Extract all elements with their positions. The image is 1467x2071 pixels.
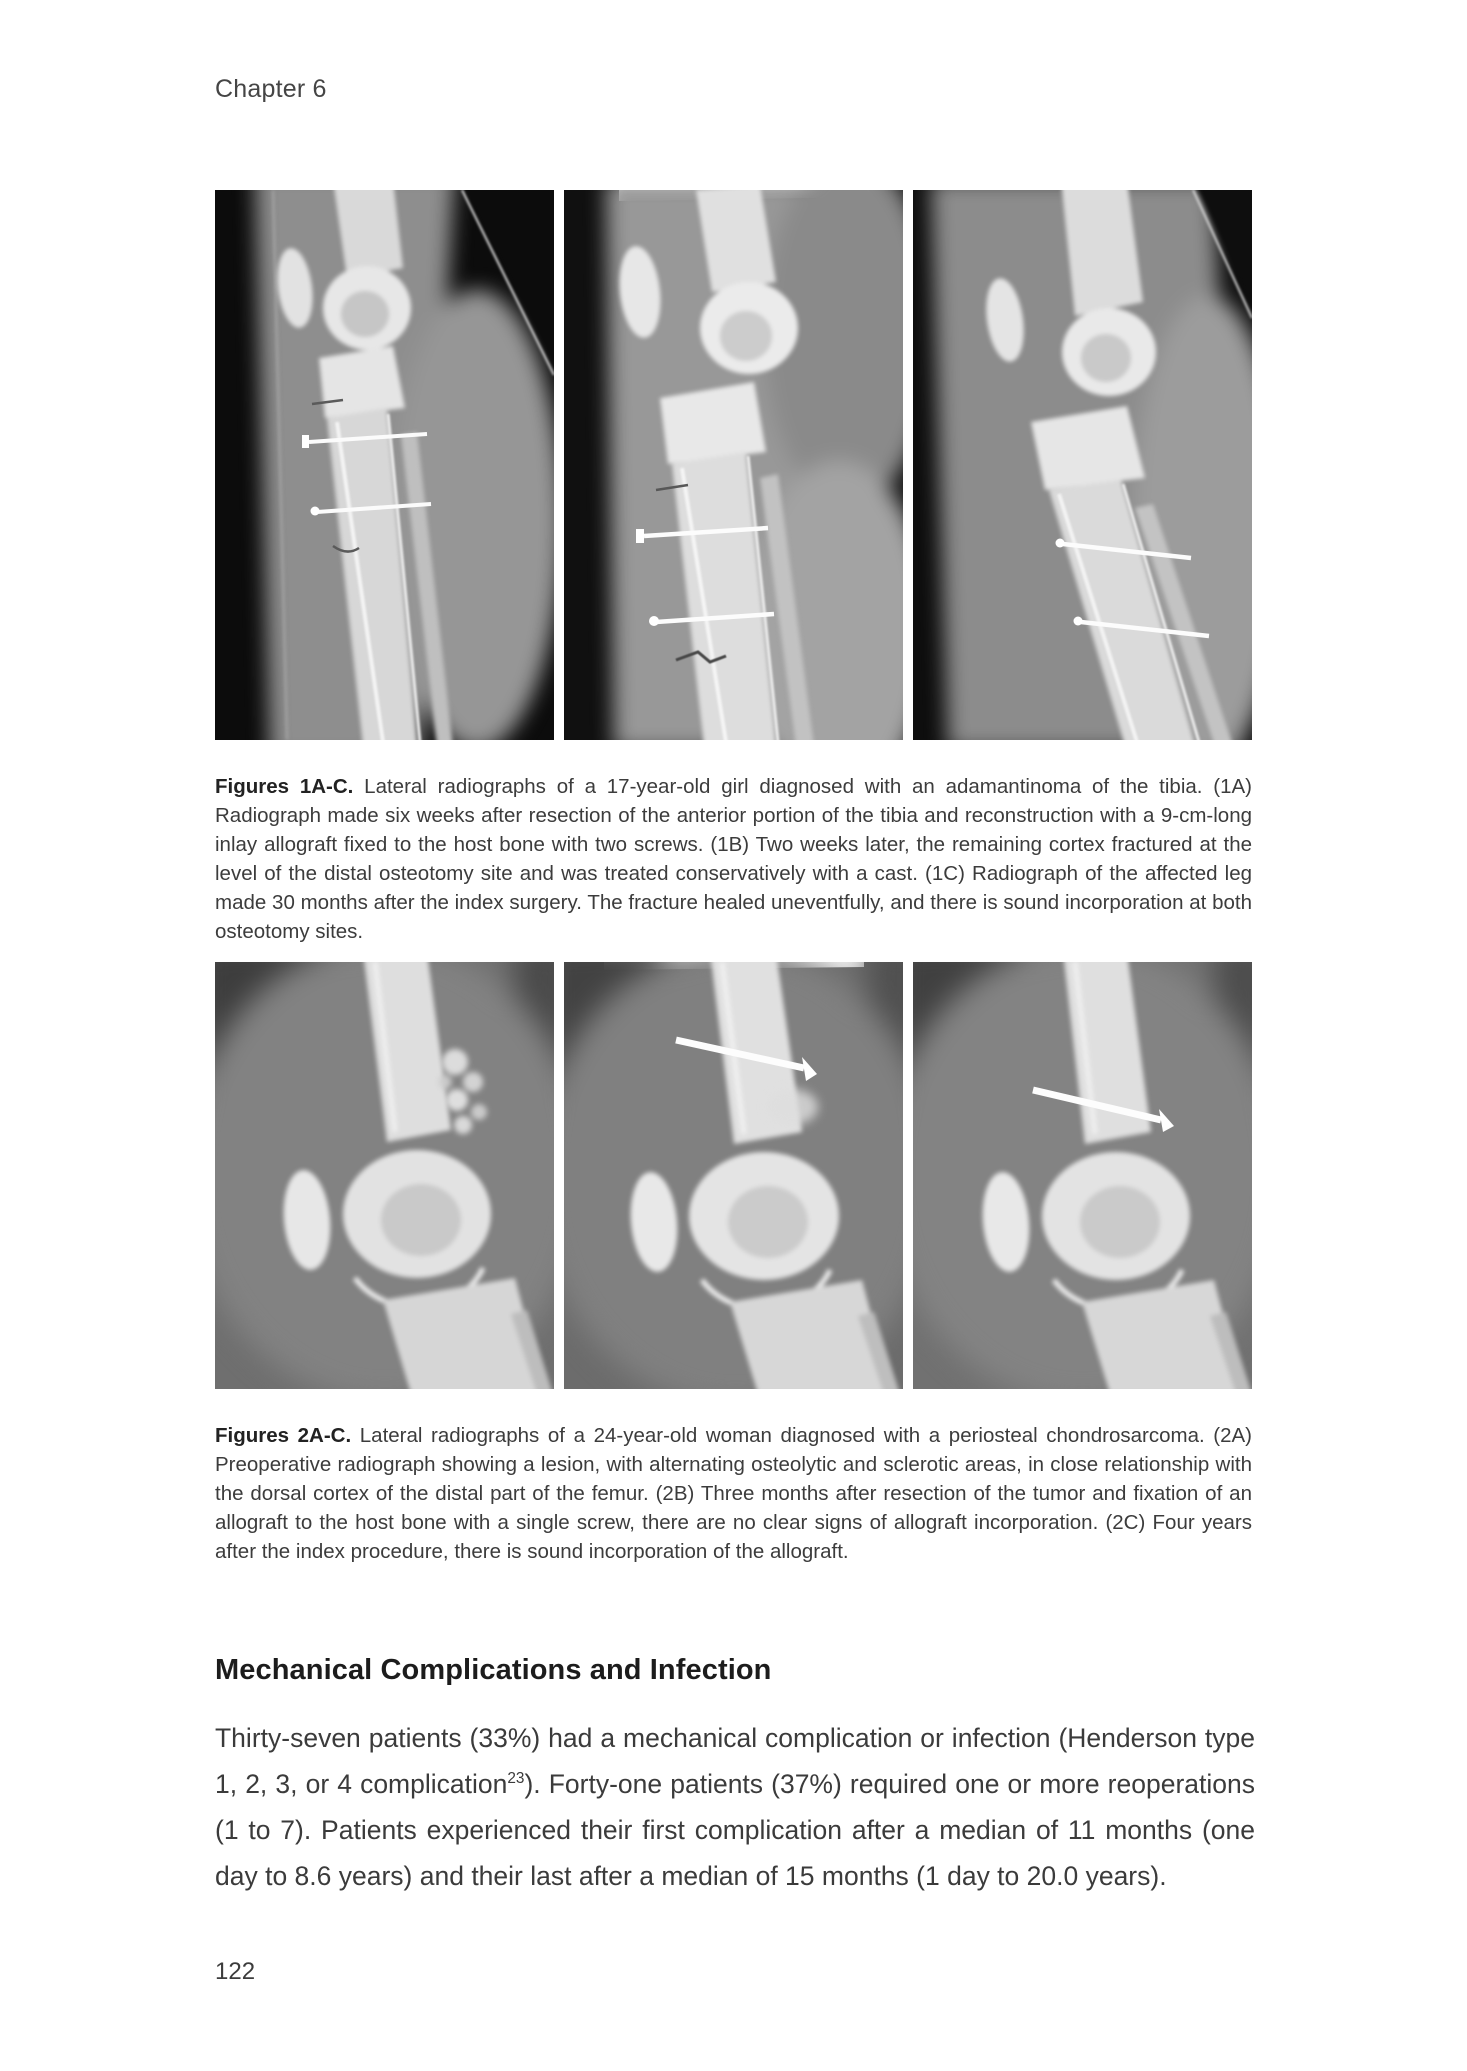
- allograft-junction: [766, 1089, 818, 1125]
- figure1-caption: [215, 772, 1252, 946]
- page-number: 122: [215, 1958, 256, 1985]
- xray-image-1b: [564, 190, 903, 740]
- xray-image-2b: [564, 962, 903, 1389]
- xray-panel-2b: [564, 962, 903, 1389]
- figure2-label: Figures 2A-C.: [215, 1423, 352, 1447]
- xray-panel-1b: [564, 190, 903, 740]
- figure1-label: Figures 1A-C.: [215, 774, 354, 798]
- tibial-plateau: [319, 346, 405, 418]
- xray-image-1a: [215, 190, 554, 740]
- figure2-caption: [215, 1421, 1252, 1566]
- figure2-panel-row: [215, 962, 1252, 1389]
- figure2-caption-text: Lateral radiographs of a 24-year-old woman diagnosed with a periosteal chondrosarcoma. (2A) Preoperative radiograph showing a lesion, with alternating osteolytic and sclerotic areas, in close relationship with the dorsal cortex of the distal part of the femur. (2B) Three months after resection of the tumor and fixation of an allograft to the host bone with a single screw, there are no clear signs of allograft incorporation. (2C) Four years after the index procedure, there is sound incorporation of the allograft.: [215, 1423, 1252, 1563]
- xray-panel-2a: [215, 962, 554, 1389]
- body-text-after-sup: ). Forty-one patients (37%) required one or more reoperations (1 to 7). Patients experienced their first complication after a median of 11 months (one day to 8.6 years) and their last after a median of 15 months (1 day to 20.0 years).: [215, 1768, 1255, 1891]
- body-paragraph: [215, 1715, 1255, 1899]
- chapter-header: Chapter 6: [215, 75, 327, 103]
- figure1-panel-row: [215, 190, 1252, 740]
- xray-image-2a: [215, 962, 554, 1389]
- section-heading: Mechanical Complications and Infection: [215, 1654, 772, 1687]
- femur: [1061, 190, 1143, 316]
- figure1-caption-text: Lateral radiographs of a 17-year-old girl diagnosed with an adamantinoma of the tibia. (1A) Radiograph made six weeks after resection of the anterior portion of the tibia and reconstruction with a 9-cm-long inlay allograft fixed to the host bone with two screws. (1B) Two weeks later, the remaining cortex fractured at the level of the distal osteotomy site and was treated conservatively with a cast. (1C) Radiograph of the affected leg made 30 months after the index surgery. The fracture healed uneventfully, and there is sound incorporation at both osteotomy sites.: [215, 774, 1252, 943]
- xray-panel-1a: [215, 190, 554, 740]
- xray-image-1c: [913, 190, 1252, 740]
- reference-superscript: 23: [507, 1769, 525, 1787]
- xray-image-2c: [913, 962, 1252, 1389]
- xray-panel-1c: [913, 190, 1252, 740]
- xray-panel-2c: [913, 962, 1252, 1389]
- body-text-before-sup: Thirty-seven patients (33%) had a mechanical complication or infection (Henderson type 1, 2, 3, or 4 complication: [215, 1722, 1255, 1799]
